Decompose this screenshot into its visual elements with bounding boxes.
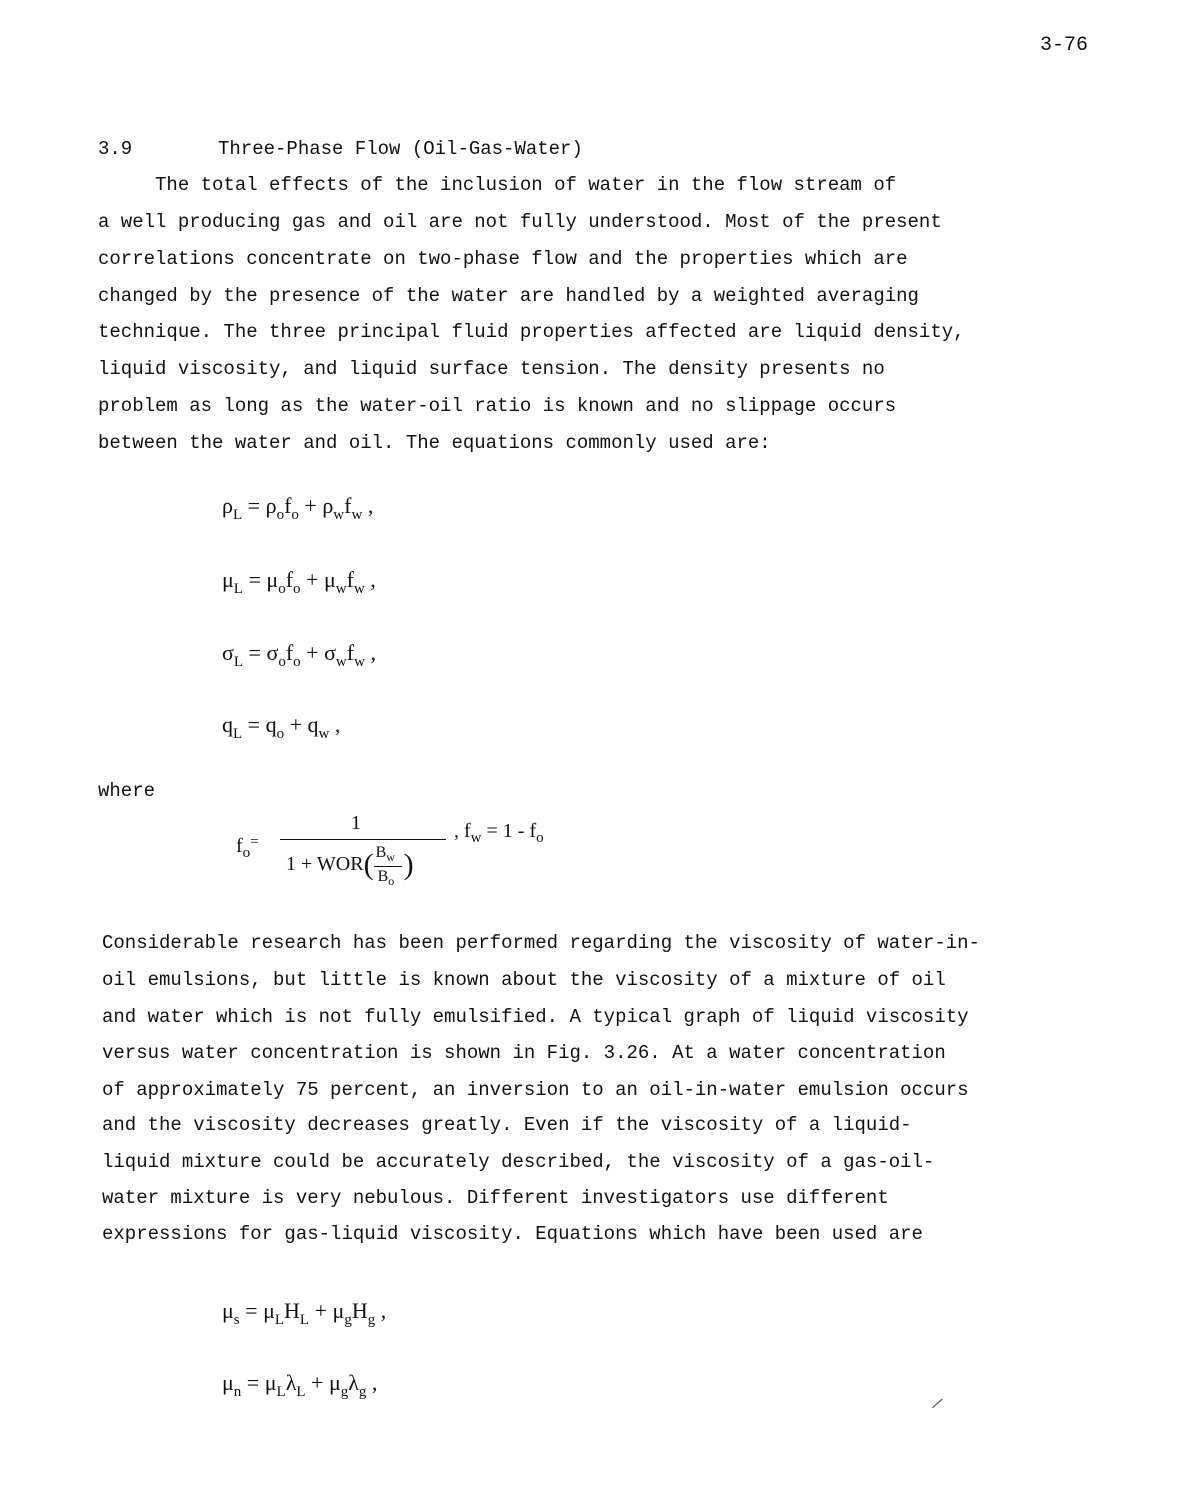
paragraph-line: correlations concentrate on two-phase flow and the properties which are [98, 248, 908, 270]
paragraph-line: of approximately 75 percent, an inversion to an oil-in-water emulsion occurs [102, 1079, 969, 1101]
equation-viscosity: $\mu_L = \mu_of_o + \mu_wf_w$ , [222, 567, 376, 597]
equation-density: $\rho_L = \rho_of_o + \rho_wf_w$ , [222, 493, 374, 523]
paragraph-line: a well producing gas and oil are not fully understood. Most of the present [98, 211, 942, 233]
fraction-lhs-sub: o [242, 845, 251, 861]
equation-no-slip-viscosity: $\mu_n = \mu_L\lambda_L + \mu_g\lambda_g$ , [222, 1370, 378, 1400]
paragraph-line: oil emulsions, but little is known about the viscosity of a mixture of oil [102, 969, 946, 991]
fraction-bar [280, 839, 446, 840]
paragraph-line: versus water concentration is shown in Fig. 3.26. At a water concentration [102, 1042, 946, 1064]
paragraph-line: expressions for gas-liquid viscosity. Equations which have been used are [102, 1223, 923, 1245]
paragraph-line: and water which is not fully emulsified. A typical graph of liquid viscosity [102, 1006, 969, 1028]
fraction-numerator: 1 [351, 812, 361, 834]
paragraph-line: Considerable research has been performed regarding the viscosity of water-in- [102, 932, 980, 954]
paragraph-line: liquid viscosity, and liquid surface tension. The density presents no [98, 358, 885, 380]
paragraph-line: liquid mixture could be accurately described, the viscosity of a gas-oil- [102, 1151, 935, 1173]
section-title: Three-Phase Flow (Oil-Gas-Water) [218, 138, 583, 160]
equation-slip-viscosity: $\mu_s = \mu_LH_L + \mu_gH_g$ , [222, 1298, 387, 1328]
section-number: 3.9 [98, 138, 133, 160]
fraction-rhs: , $f_w = 1 - f_o$ [454, 820, 544, 846]
paragraph-line: and the viscosity decreases greatly. Even if the viscosity of a liquid- [102, 1114, 912, 1136]
paragraph-line: water mixture is very nebulous. Different investigators use different [102, 1187, 889, 1209]
fraction-denominator: 1 + WOR( $\frac{B_w}{B_o}$ ) [286, 844, 414, 889]
paragraph-line: between the water and oil. The equations commonly used are: [98, 432, 771, 454]
paragraph-line: The total effects of the inclusion of water in the flow stream of [98, 174, 897, 196]
paragraph-line: problem as long as the water-oil ratio is known and no slippage occurs [98, 395, 897, 417]
page-number: 3-76 [1040, 34, 1089, 57]
where-label: where [98, 780, 156, 802]
stray-pen-mark: / [929, 1394, 945, 1416]
fraction-lhs: f [236, 835, 243, 857]
paragraph-line: technique. The three principal fluid properties affected are liquid density, [98, 321, 965, 343]
paragraph-line: changed by the presence of the water are handled by a weighted averaging [98, 285, 919, 307]
equation-flow-rate: $q_L = q_o + q_w$ , [222, 712, 341, 742]
equation-surface-tension: $\sigma_L = \sigma_of_o + \sigma_wf_w$ , [222, 640, 376, 670]
